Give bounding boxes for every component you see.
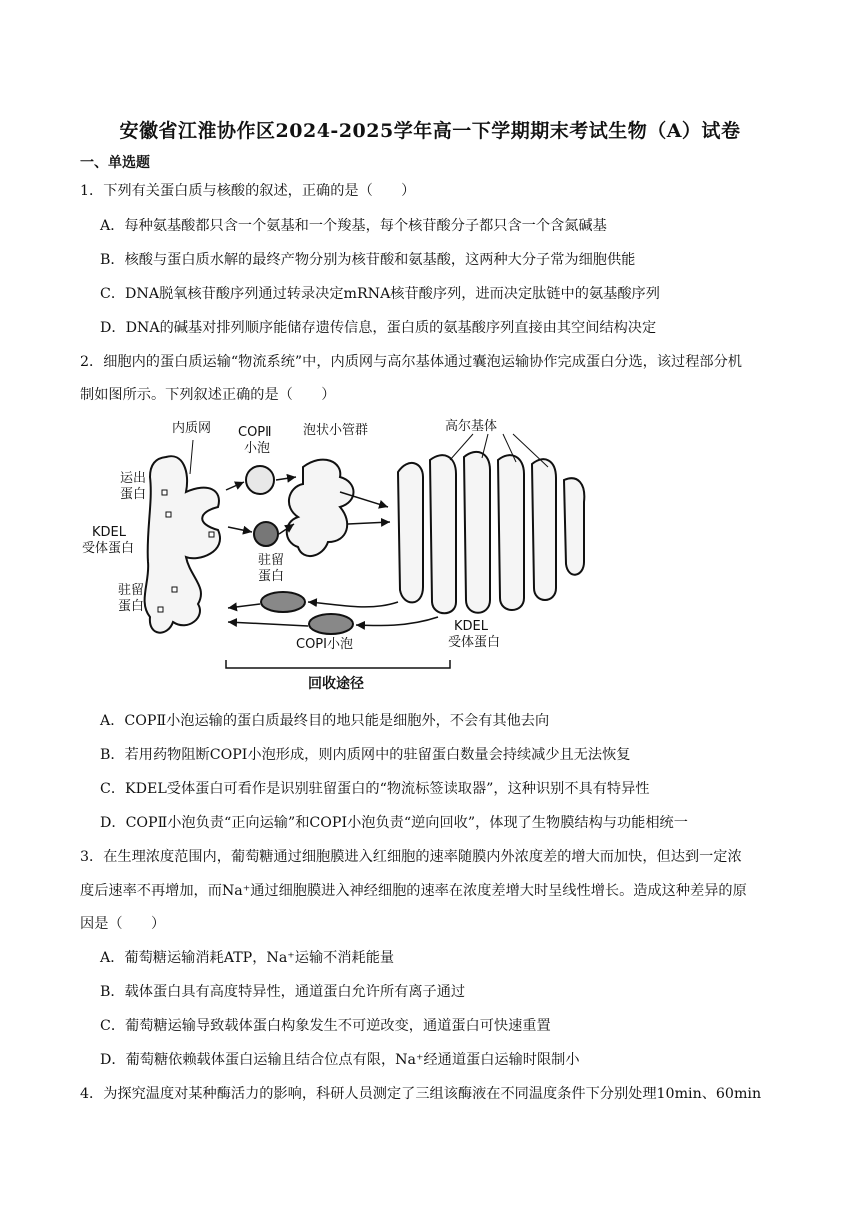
question-3-stem-line-1: 3．在生理浓度范围内，葡萄糖通过细胞膜进入红细胞的速率随膜内外浓度差的增大而加快，但达到一定浓 — [80, 849, 742, 865]
copii-vesicle — [246, 466, 274, 494]
question-1-stem: 1．下列有关蛋白质与核酸的叙述，正确的是（ ） — [80, 183, 416, 199]
label-copi: COPⅠ小泡 — [296, 637, 353, 652]
label-vtc: 泡状小管群 — [303, 423, 369, 438]
question-3-option-b[interactable]: B．载体蛋白具有高度特异性，通道蛋白允许所有离子通过 — [100, 984, 466, 1000]
resident-vesicle — [254, 522, 278, 546]
label-kdel-right-line1: KDEL — [454, 619, 488, 634]
question-1-option-a[interactable]: A．每种氨基酸都只含一个氨基和一个羧基，每个核苷酸分子都只含一个含氮碱基 — [100, 218, 607, 234]
golgi-stacks — [398, 452, 584, 613]
vesicle-transport-diagram — [78, 412, 598, 694]
question-2-option-d[interactable]: D．COPⅡ小泡负责“正向运输”和COPI小泡负责“逆向回收”，体现了生物膜结构与功能相统一 — [100, 815, 688, 831]
label-golgi: 高尔基体 — [445, 419, 498, 434]
label-resident-mid-line1: 驻留 — [258, 553, 285, 568]
label-resident-mid-line2: 蛋白 — [258, 569, 285, 584]
label-export-line1: 运出 — [120, 471, 147, 486]
question-1-option-d[interactable]: D．DNA的碱基对排列顺序能储存遗传信息，蛋白质的氨基酸序列直接由其空间结构决定 — [100, 320, 657, 336]
label-kdel-right-line2: 受体蛋白 — [448, 635, 501, 650]
copi-vesicle-1 — [261, 592, 305, 612]
question-2-option-a[interactable]: A．COPⅡ小泡运输的蛋白质最终目的地只能是细胞外，不会有其他去向 — [100, 713, 550, 729]
question-2-option-b[interactable]: B．若用药物阻断COPI小泡形成，则内质网中的驻留蛋白数量会持续减少且无法恢复 — [100, 747, 631, 763]
question-3-option-a[interactable]: A．葡萄糖运输消耗ATP，Na⁺运输不消耗能量 — [100, 950, 395, 966]
question-3-stem-line-3: 因是（ ） — [80, 916, 166, 932]
question-3-option-d[interactable]: D．葡萄糖依赖载体蛋白运输且结合位点有限，Na⁺经通道蛋白运输时限制小 — [100, 1052, 580, 1068]
label-recovery: 回收途径 — [308, 676, 364, 692]
section-heading: 一、单选题 — [80, 155, 150, 171]
label-kdel-left-line1: KDEL — [92, 525, 126, 540]
label-kdel-left-line2: 受体蛋白 — [82, 541, 135, 556]
vtc-shape — [287, 460, 354, 556]
label-copii-line2: 小泡 — [244, 441, 271, 456]
question-3-stem-line-2: 度后速率不再增加，而Na⁺通过细胞膜进入神经细胞的速率在浓度差增大时呈线性增长。造成这种差异的原 — [80, 883, 747, 899]
question-4-stem: 4．为探究温度对某种酶活力的影响，科研人员测定了三组该酶液在不同温度条件下分别处理10min、60min — [80, 1086, 762, 1102]
copi-vesicle-2 — [309, 614, 353, 634]
question-2-option-c[interactable]: C．KDEL受体蛋白可看作是识别驻留蛋白的“物流标签读取器”，这种识别不具有特异性 — [100, 781, 650, 797]
page-title: 安徽省江淮协作区2024-2025学年高一下学期期末考试生物（A）试卷 — [119, 120, 741, 142]
er-shape — [145, 456, 220, 632]
question-1-option-c[interactable]: C．DNA脱氧核苷酸序列通过转录决定mRNA核苷酸序列，进而决定肽链中的氨基酸序列 — [100, 286, 660, 302]
label-export-line2: 蛋白 — [120, 487, 147, 502]
label-resident-left-line1: 驻留 — [118, 583, 145, 598]
question-3-option-c[interactable]: C．葡萄糖运输导致载体蛋白构象发生不可逆改变，通道蛋白可快速重置 — [100, 1018, 551, 1034]
question-2-stem-line-2: 制如图所示。下列叙述正确的是（ ） — [80, 387, 336, 403]
label-resident-left-line2: 蛋白 — [118, 599, 145, 614]
recovery-bracket — [226, 660, 450, 668]
question-2-stem-line-1: 2．细胞内的蛋白质运输“物流系统”中，内质网与高尔基体通过囊泡运输协作完成蛋白分选，该过程部分机 — [80, 354, 742, 370]
question-1-option-b[interactable]: B．核酸与蛋白质水解的最终产物分别为核苷酸和氨基酸，这两种大分子常为细胞供能 — [100, 252, 636, 268]
label-copii-line1: COPⅡ — [238, 425, 272, 440]
label-er: 内质网 — [172, 421, 212, 436]
